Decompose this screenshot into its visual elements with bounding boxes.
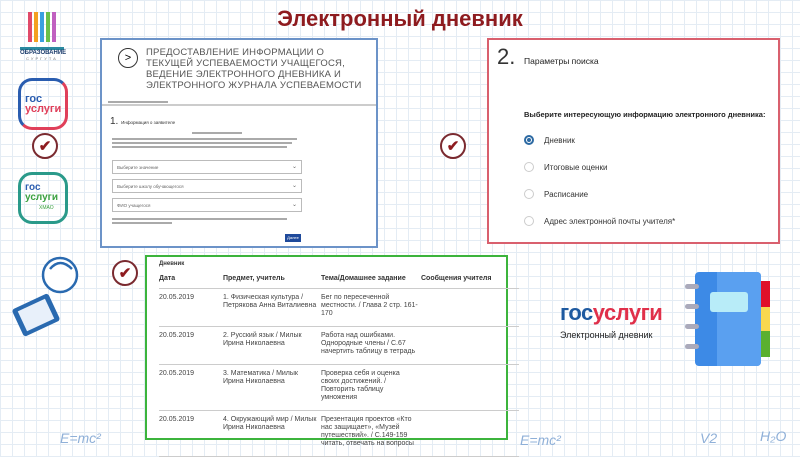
obrazovanie-logo <box>20 12 67 70</box>
search-params-screenshot <box>487 38 780 244</box>
doodle-formula: E=mc² <box>60 430 101 446</box>
table-row: 20.05.2019 2. Русский язык / Милык Ирина Николаевна Работа над ошибками. Однородные члены / С.67 начертить таблицу в тетрадь <box>159 327 519 365</box>
notebook-icon <box>685 272 775 368</box>
gos-text: гос <box>25 93 43 105</box>
user-phone-illustration <box>12 255 92 340</box>
gosuslugi-logo <box>18 78 68 130</box>
gosuslugi-brand: госуслуги Электронный дневник <box>560 300 663 340</box>
region-text: ХМАО <box>39 205 54 211</box>
doodle-formula-2: E=mc² <box>520 432 561 448</box>
diary-table <box>159 273 519 457</box>
uslugi-text: услуги <box>25 103 62 115</box>
check-icon: ✔ <box>440 133 466 159</box>
arrow-icon: > <box>118 48 138 68</box>
diary-table-screenshot <box>145 255 508 447</box>
section-number: 1. <box>110 116 119 127</box>
next-button[interactable]: Далее <box>285 234 301 242</box>
service-heading: ПРЕДОСТАВЛЕНИЕ ИНФОРМАЦИИ О ТЕКУЩЕЙ УСПЕВАЕМОСТИ УЧАЩЕГОСЯ, ВЕДЕНИЕ ЭЛЕКТРОННОГО ДНЕВНИКА И ЭЛЕКТРОННОГО ЖУРНАЛА УСПЕВАЕМОСТИ <box>146 47 362 91</box>
table-row: 20.05.2019 4. Окружающий мир / Милык Ирина Николаевна Презентация проектов «Кто нас защищает», «Музей путешествий». / С.149-159 читать, отвечать на вопросы <box>159 411 519 457</box>
check-icon: ✔ <box>112 260 138 286</box>
doodle-water: H₂O <box>760 428 787 444</box>
applicant-select[interactable]: Выберите значение ⌄ <box>112 160 302 174</box>
radio-final-grades[interactable]: Итоговые оценки <box>524 162 607 172</box>
slide-title: Электронный дневник <box>277 6 523 31</box>
section-title: Информация о заявителе <box>121 120 176 125</box>
obrazovanie-subtext: СУРГУТА <box>26 56 58 61</box>
step-title: Параметры поиска <box>524 56 599 66</box>
step-number: 2. <box>497 44 516 69</box>
header-date: Дата <box>159 273 223 289</box>
header-homework: Тема/Домашнее задание <box>321 273 421 289</box>
header-messages: Сообщения учителя <box>421 273 519 289</box>
table-row: 20.05.2019 3. Математика / Милык Ирина Николаевна Проверка себя и оценка своих достижений. / Повторить таблицу умножения <box>159 365 519 411</box>
table-row: 20.05.2019 1. Физическая культура / Петрякова Анна Виталиевна Бег по пересеченной местности. / Глава 2 стр. 161-170 <box>159 289 519 327</box>
uslugi-text: услуги <box>25 192 58 203</box>
gosuslugi-hmao-logo <box>18 172 68 224</box>
diary-caption: Дневник <box>159 261 185 267</box>
gos-text: гос <box>25 182 41 193</box>
radio-schedule[interactable]: Расписание <box>524 189 588 199</box>
check-icon: ✔ <box>32 133 58 159</box>
diary-question: Выберите интересующую информацию электронного дневника: <box>524 110 766 119</box>
school-select[interactable]: Выберите школу обучающегося ⌄ <box>112 179 302 193</box>
brand-subtitle: Электронный дневник <box>560 330 653 340</box>
student-select[interactable]: ФИО учащегося ⌄ <box>112 198 302 212</box>
obrazovanie-text: ОБРАЗОВАНИЕ <box>20 50 67 56</box>
service-form-screenshot <box>100 38 378 248</box>
radio-diary[interactable]: Дневник <box>524 135 575 145</box>
doodle-v2: V2 <box>700 430 718 446</box>
header-subject: Предмет, учитель <box>223 273 321 289</box>
radio-teacher-email[interactable]: Адрес электронной почты учителя* <box>524 216 675 226</box>
